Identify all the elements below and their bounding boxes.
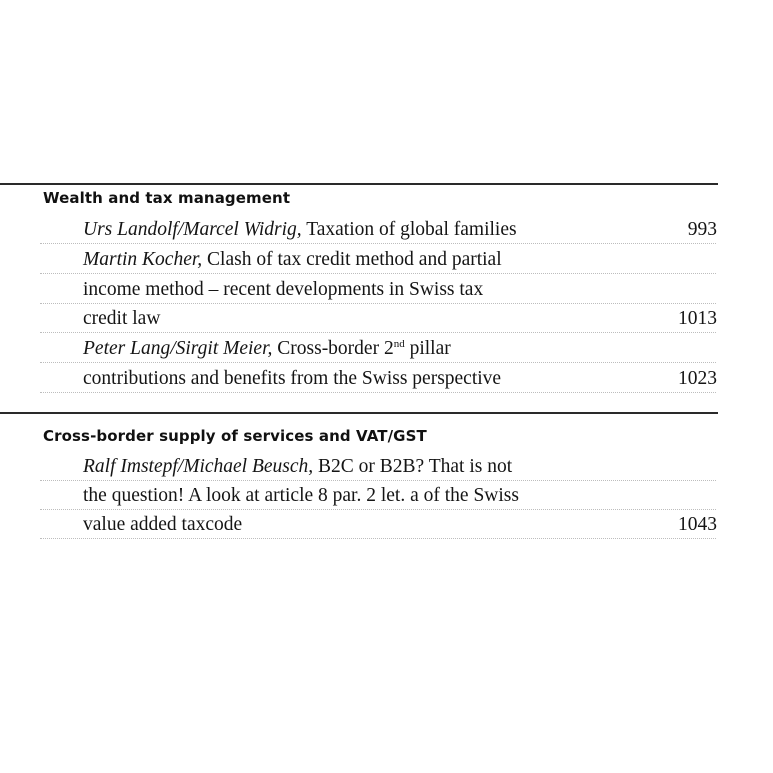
- entry-title: credit law: [83, 308, 161, 329]
- entry-title: B2C or B2B? That is not: [313, 456, 513, 477]
- toc-entry-imstepf-beusch-cont: [83, 481, 717, 511]
- entry-authors: Ralf Imstepf/Michael Beusch,: [83, 456, 314, 477]
- dotted-leader: [40, 392, 716, 393]
- toc-entry-kocher: [83, 245, 717, 275]
- dotted-leader: [40, 362, 716, 363]
- toc-entry-lang-meier: [83, 334, 717, 364]
- entry-page-number: 1013: [678, 308, 717, 329]
- entry-title: pillar: [404, 338, 451, 359]
- entry-title: Clash of tax credit method and partial: [202, 249, 502, 270]
- toc-entry-imstepf-beusch: [83, 452, 717, 482]
- entry-page-number: 993: [687, 219, 717, 240]
- entry-page-number: 1043: [678, 514, 717, 535]
- entry-title: income method – recent developments in Swiss tax: [83, 279, 484, 300]
- dotted-leader: [40, 538, 716, 539]
- toc-entry-imstepf-beusch-cont: [83, 510, 717, 540]
- entry-authors: Peter Lang/Sirgit Meier,: [83, 338, 273, 359]
- toc-entry-kocher-cont: [83, 275, 717, 305]
- entry-title: contributions and benefits from the Swiss perspective: [83, 368, 502, 389]
- entry-title: Cross-border 2: [272, 338, 394, 359]
- entry-authors: Martin Kocher,: [83, 249, 203, 270]
- dotted-leader: [40, 332, 716, 333]
- entry-title: the question! A look at article 8 par. 2 let. a of the Swiss: [83, 485, 519, 506]
- section-divider: [0, 183, 718, 185]
- dotted-leader: [40, 243, 716, 244]
- entry-page-number: 1023: [678, 368, 717, 389]
- section-heading-wealth: Wealth and tax management: [43, 189, 291, 207]
- entry-title: Taxation of global families: [301, 219, 517, 240]
- entry-title: value added taxcode: [83, 514, 243, 535]
- section-heading-vat: Cross-border supply of services and VAT/GST: [43, 427, 427, 445]
- entry-title-superscript: nd: [393, 338, 405, 350]
- toc-entry-lang-meier-cont: [83, 364, 717, 394]
- dotted-leader: [40, 273, 716, 274]
- toc-entry-kocher-cont: [83, 304, 717, 334]
- section-divider: [0, 412, 718, 414]
- toc-entry-landolf-widrig: [83, 215, 717, 245]
- entry-authors: Urs Landolf/Marcel Widrig,: [83, 219, 302, 240]
